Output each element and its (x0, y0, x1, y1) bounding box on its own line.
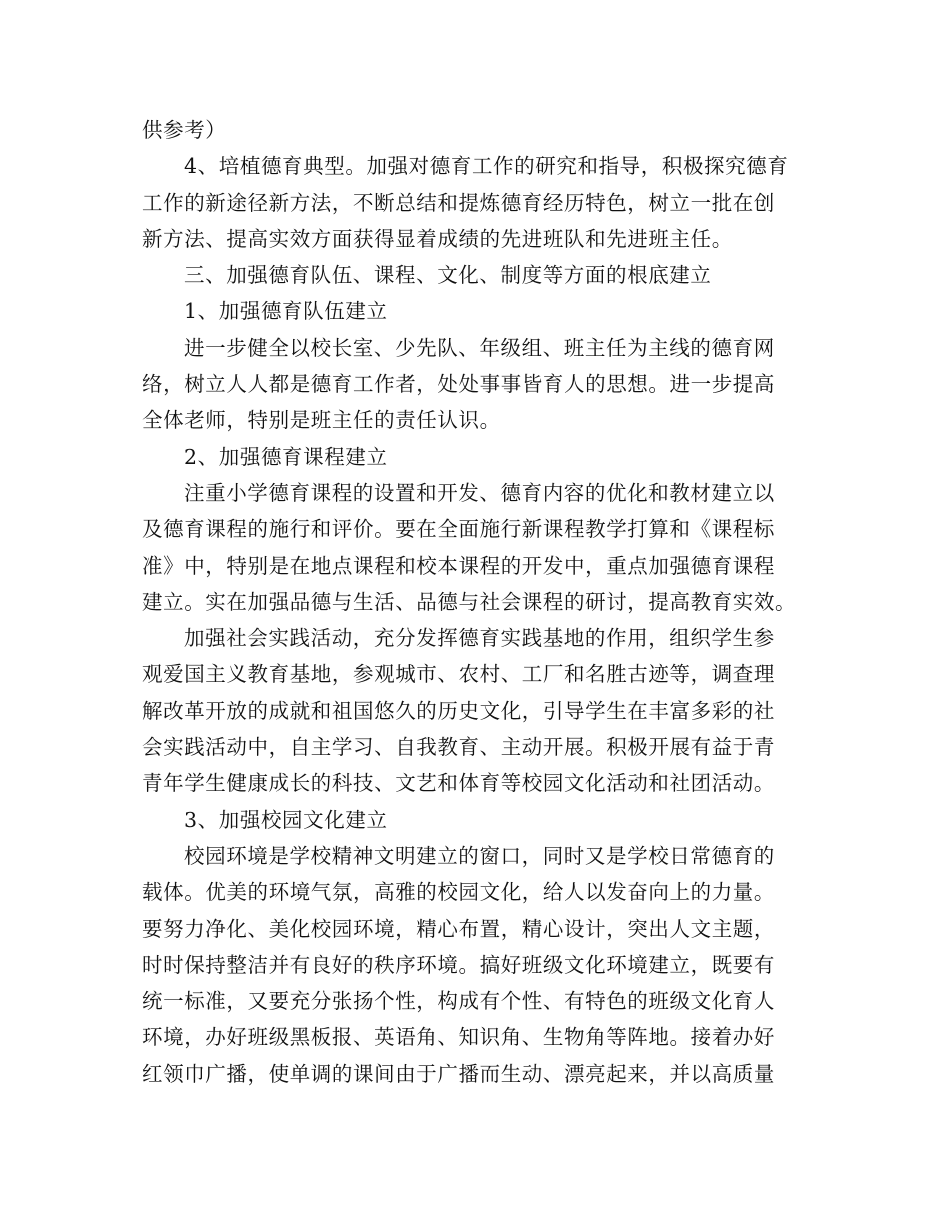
text-line: 准》中，特别是在地点课程和校本课程的开发中，重点加强德育课程 (142, 553, 775, 578)
text-line: 加强社会实践活动，充分发挥德育实践基地的作用，组织学生参 (184, 626, 775, 651)
text-line: 校园环境是学校精神文明建立的窗口，同时又是学校日常德育的 (184, 843, 775, 868)
text-line: 观爱国主义教育基地，参观城市、农村、工厂和名胜古迹等，调查理 (142, 662, 775, 687)
text-line: 要努力净化、美化校园环境，精心布置，精心设计，突出人文主题， (142, 916, 775, 941)
text-line: 及德育课程的施行和评价。要在全面施行新课程教学打算和《课程标 (142, 517, 775, 542)
text-line: 环境，办好班级黑板报、英语角、知识角、生物角等阵地。接着办好 (142, 1025, 775, 1050)
text-line: 全体老师，特别是班主任的责任认识。 (142, 408, 501, 433)
text-line: 工作的新途径新方法，不断总结和提炼德育经历特色，树立一批在创 (142, 190, 775, 215)
text-line: 时时保持整洁并有良好的秩序环境。搞好班级文化环境建立，既要有 (142, 952, 775, 977)
text-line: 进一步健全以校长室、少先队、年级组、班主任为主线的德育网 (184, 335, 775, 360)
text-line: 1、加强德育队伍建立 (184, 299, 388, 324)
text-line: 解改革开放的成就和祖国悠久的历史文化，引导学生在丰富多彩的社 (142, 698, 775, 723)
text-line: 载体。优美的环境气氛，高雅的校园文化，给人以发奋向上的力量。 (142, 880, 775, 905)
document-body (142, 112, 822, 1092)
text-line: 4、培植德育典型。加强对德育工作的研究和指导，积极探究德育 (184, 154, 789, 179)
text-line: 建立。实在加强品德与生活、品德与社会课程的研讨，提高教育实效。 (142, 589, 797, 614)
text-line: 新方法、提高实效方面获得显着成绩的先进班队和先进班主任。 (142, 226, 733, 251)
text-line: 红领巾广播，使单调的课间由于广播而生动、漂亮起来，并以高质量 (142, 1061, 775, 1086)
text-line: 三、加强德育队伍、课程、文化、制度等方面的根底建立 (184, 263, 712, 288)
text-line: 青年学生健康成长的科技、文艺和体育等校园文化活动和社团活动。 (142, 771, 775, 796)
text-line: 供参考） (142, 118, 227, 142)
text-line: 会实践活动中，自主学习、自我教育、主动开展。积极开展有益于青 (142, 735, 775, 760)
text-line: 2、加强德育课程建立 (184, 444, 388, 469)
text-line: 注重小学德育课程的设置和开发、德育内容的优化和教材建立以 (184, 480, 775, 505)
text-line: 络，树立人人都是德育工作者，处处事事皆育人的思想。进一步提高 (142, 372, 775, 397)
text-line: 3、加强校园文化建立 (184, 807, 388, 832)
text-line: 统一标准，又要充分张扬个性，构成有个性、有特色的班级文化育人 (142, 989, 775, 1014)
